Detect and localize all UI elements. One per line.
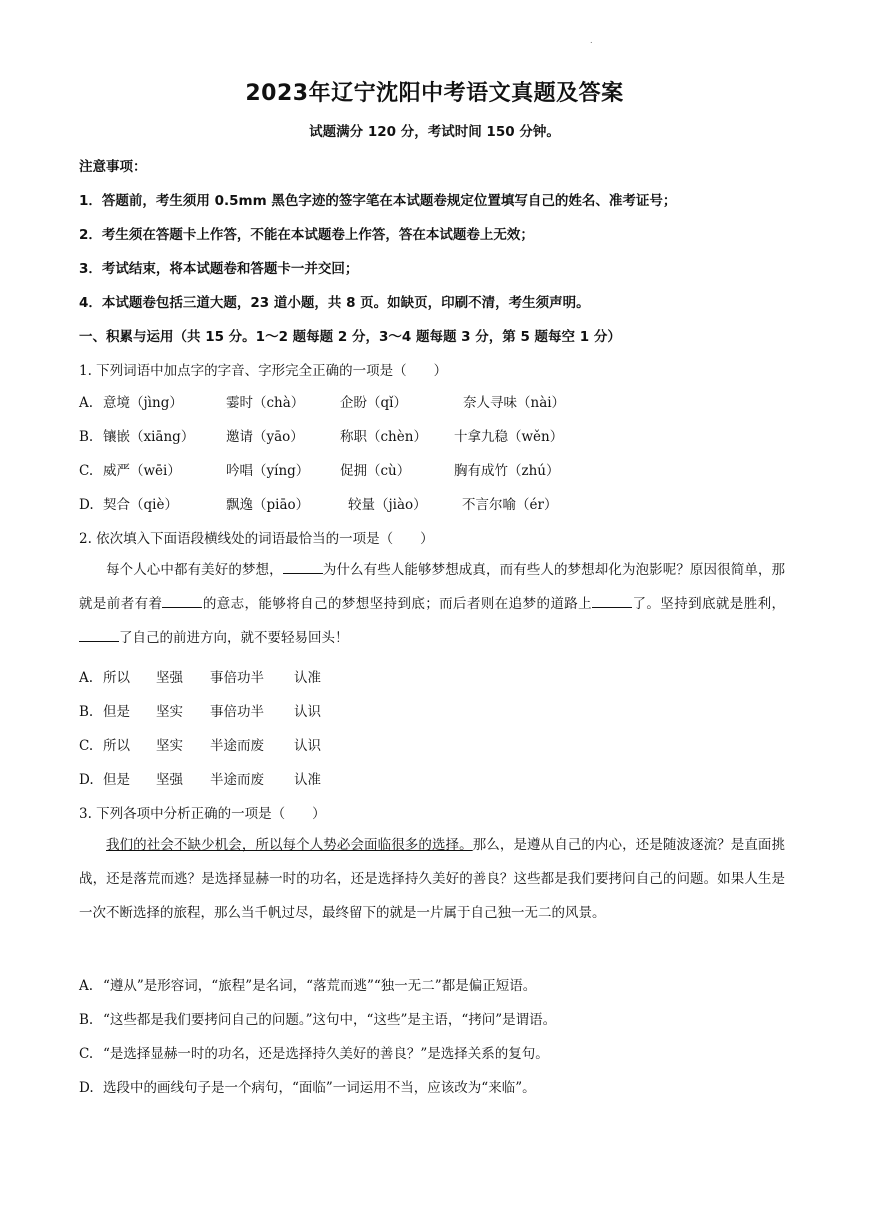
question-1-option-b: B. 镶嵌（xiāng） 邀请（yāo） 称职（chèn） 十拿九稳（wěn） xyxy=(79,429,564,445)
question-2-passage: 每个人心中都有美好的梦想， 为什么有些人能够梦想成真，而有些人的梦想却化为泡影呢？原因很简单，那就是前者有着 的意志，能够将自己的梦想坚持到底；而后者则在追梦的道路上 了。坚持到底就是胜利，了自己的前进方向，就不要轻易回头！ xyxy=(79,562,786,646)
question-2-option-b: B. 但是 坚实 事倍功半 认识 xyxy=(79,704,321,720)
fill-blank xyxy=(592,595,632,608)
question-3-option-b: B. “这些都是我们要拷问自己的问题。”这句中，“这些”是主语，“拷问”是谓语。 xyxy=(79,1012,557,1028)
page-dot: . xyxy=(590,36,593,45)
section-heading: 一、积累与运用（共 15 分。1～2 题每题 2 分，3～4 题每题 3 分，第 5 题每空 1 分） xyxy=(79,329,621,345)
question-1-stem: 1. 下列词语中加点字的字音、字形完全正确的一项是（ ） xyxy=(79,363,448,379)
question-3-option-d: D. 选段中的画线句子是一个病句，“面临”一词运用不当，应该改为“来临”。 xyxy=(79,1080,536,1096)
fill-blank xyxy=(162,595,202,608)
note-item: 3．考试结束，将本试题卷和答题卡一并交回； xyxy=(79,261,359,277)
question-2-stem: 2. 依次填入下面语段横线处的词语最恰当的一项是（ ） xyxy=(79,531,434,547)
underlined-sentence: 我们的社会不缺少机会，所以每个人势必会面临很多的选择。 xyxy=(106,837,473,853)
page-subtitle: 试题满分 120 分，考试时间 150 分钟。 xyxy=(309,124,560,140)
note-item: 1．答题前，考生须用 0.5mm 黑色字迹的签字笔在本试题卷规定位置填写自己的姓名、准考证号； xyxy=(79,193,677,209)
question-1-option-c: C. 威严（wēi） 吟唱（yíng） 促拥（cù） 胸有成竹（zhú） xyxy=(79,463,560,479)
question-3-stem: 3. 下列各项中分析正确的一项是（ ） xyxy=(79,806,326,822)
question-3-option-a: A. “遵从”是形容词，“旅程”是名词，“落荒而逃”“独一无二”都是偏正短语。 xyxy=(79,978,537,994)
question-1-option-a: A. 意境（jìng） 霎时（chà） 企盼（qǐ） 奈人寻味（nài） xyxy=(79,395,566,411)
question-1-option-d: D. 契合（qiè） 飘逸（piāo） 较量（jiào） 不言尔喻（ér） xyxy=(79,497,558,513)
fill-blank xyxy=(79,629,119,642)
question-3-passage: 我们的社会不缺少机会，所以每个人势必会面临很多的选择。那么，是遵从自己的内心，还是随波逐流？是直面挑战，还是落荒而逃？是选择显赫一时的功名，还是选择持久美好的善良？这些都是我们要拷问自己的问题。如果人生是一次不断选择的旅程，那么当千帆过尽，最终留下的就是一片属于自己独一无二的风景。 xyxy=(79,837,785,921)
page-title: 2023年辽宁沈阳中考语文真题及答案 xyxy=(245,81,624,106)
fill-blank xyxy=(283,561,323,574)
notes-heading: 注意事项： xyxy=(79,159,147,175)
note-item: 4．本试题卷包括三道大题，23 道小题，共 8 页。如缺页，印刷不清，考生须声明。 xyxy=(79,295,590,311)
question-2-option-c: C. 所以 坚实 半途而废 认识 xyxy=(79,738,321,754)
question-2-option-a: A. 所以 坚强 事倍功半 认准 xyxy=(79,670,321,686)
question-3-option-c: C. “是选择显赫一时的功名，还是选择持久美好的善良？”是选择关系的复句。 xyxy=(79,1046,549,1062)
question-2-option-d: D. 但是 坚强 半途而废 认准 xyxy=(79,772,321,788)
note-item: 2．考生须在答题卡上作答，不能在本试题卷上作答，答在本试题卷上无效； xyxy=(79,227,534,243)
